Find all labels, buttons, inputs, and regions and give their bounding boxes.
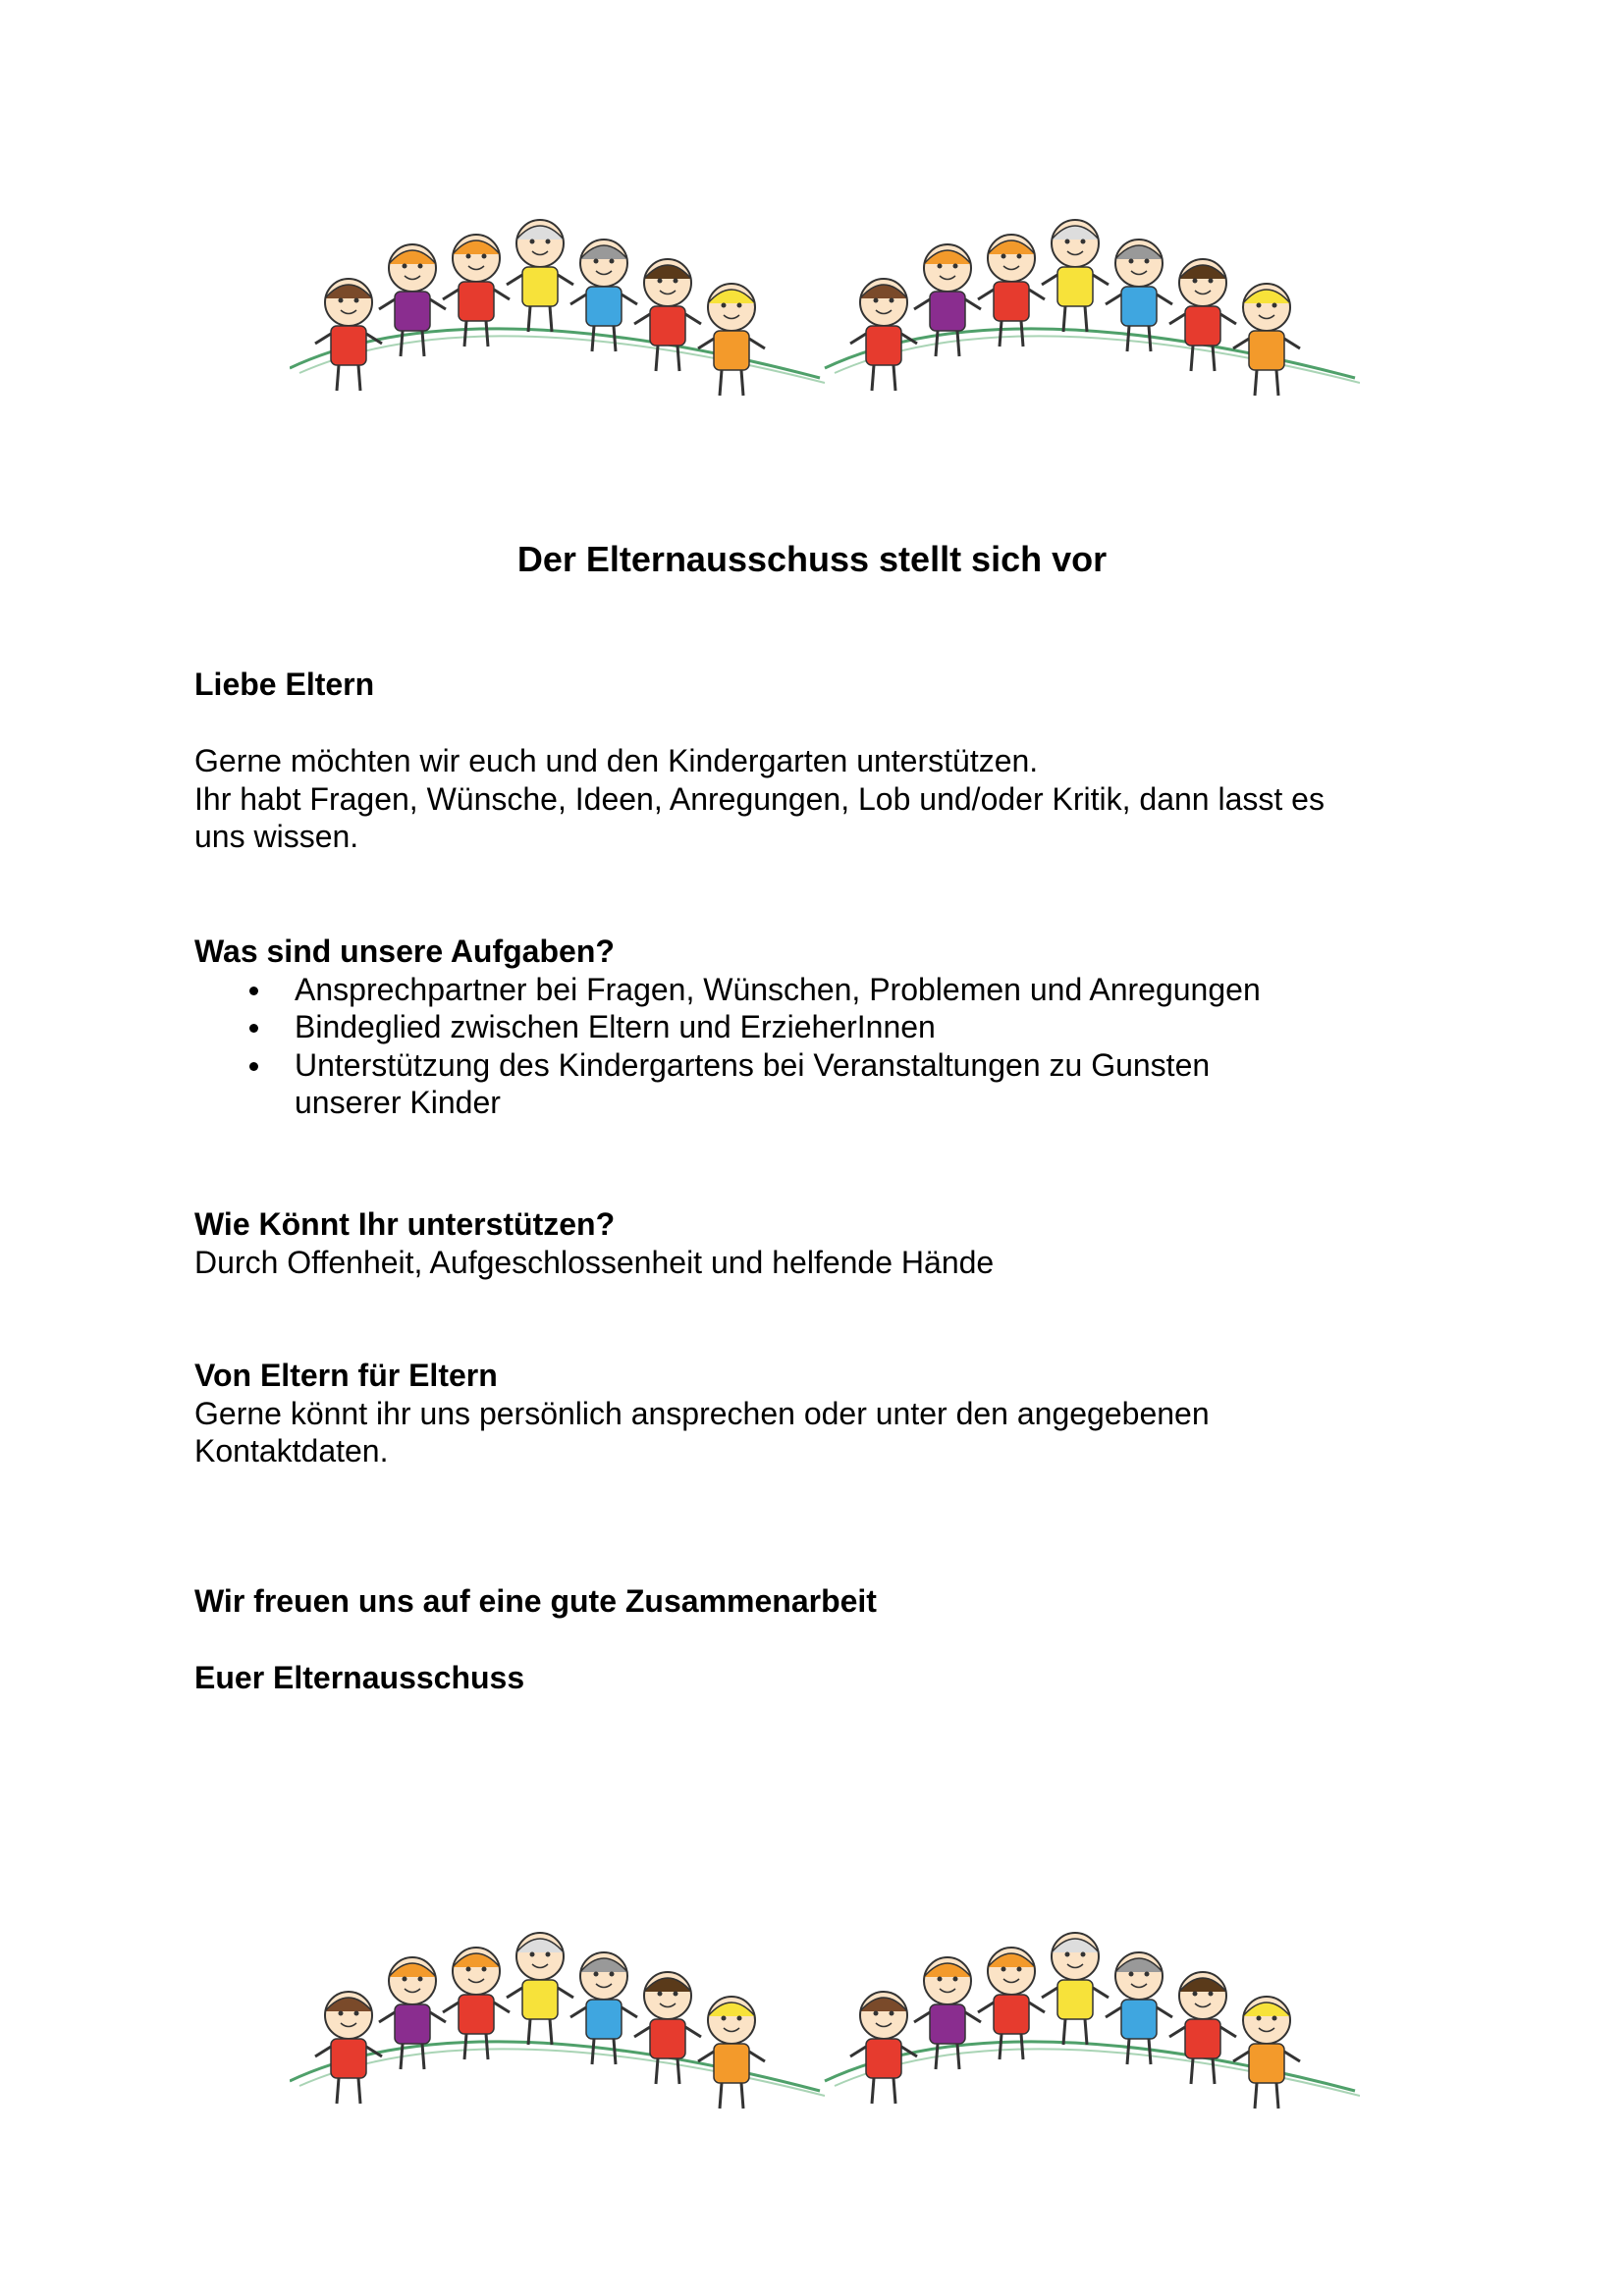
child-figure [850,279,917,391]
parents-line-1: Gerne könnt ihr uns persönlich ansprechen oder unter den angegebenen [194,1395,1210,1431]
bullet-icon [249,987,258,995]
child-figure [507,220,573,332]
page-title: Der Elternausschuss stellt sich vor [516,539,1108,579]
list-item: Unterstützung des Kindergartens bei Veranstaltungen zu Gunsten unserer Kinder [194,1046,1281,1122]
closing-section [194,1582,1402,1621]
bullet-icon [249,1062,258,1071]
children-banner-bottom [290,1899,1360,2110]
child-figure [1233,1997,1300,2109]
greeting-section [194,666,1402,704]
child-figure [507,1933,573,2045]
list-item: Ansprechpartner bei Fragen, Wünschen, Problemen und Anregungen [194,971,1402,1009]
child-figure [698,284,765,396]
parents-heading: Von Eltern für Eltern [194,1358,498,1393]
child-figure [698,1997,765,2109]
support-text: Durch Offenheit, Aufgeschlossenheit und helfende Hände [194,1244,995,1280]
greeting-heading: Liebe Eltern [194,667,375,702]
child-figure [1233,284,1300,396]
list-item: Bindeglied zwischen Eltern und ErzieherInnen [194,1008,1402,1046]
child-figure [315,279,382,391]
parents-section [194,1357,1402,1470]
intro-line-2: Ihr habt Fragen, Wünsche, Ideen, Anregungen, Lob und/oder Kritik, dann lasst es [194,780,1325,817]
support-section [194,1205,1402,1281]
tasks-list [194,971,1402,1122]
children-holding-hands-icon [290,1899,1360,2110]
intro-line-1: Gerne möchten wir euch und den Kindergarten unterstützen. [194,743,1039,778]
signature-text: Euer Elternausschuss [194,1660,525,1695]
intro-line-3: uns wissen. [194,819,359,854]
signature-section [194,1659,1402,1697]
children-holding-hands-icon [290,187,1360,398]
closing-text: Wir freuen uns auf eine gute Zusammenarbeit [194,1583,877,1619]
child-figure [315,1992,382,2104]
child-figure [1042,220,1109,332]
intro-section [194,742,1402,856]
bullet-icon [249,1024,258,1033]
tasks-heading: Was sind unsere Aufgaben? [194,934,615,969]
parents-line-2: Kontaktdaten. [194,1433,389,1468]
support-heading: Wie Könnt Ihr unterstützen? [194,1206,616,1242]
child-figure [1042,1933,1109,2045]
children-banner-top [290,187,1360,398]
child-figure [850,1992,917,2104]
tasks-section [194,933,1402,1122]
